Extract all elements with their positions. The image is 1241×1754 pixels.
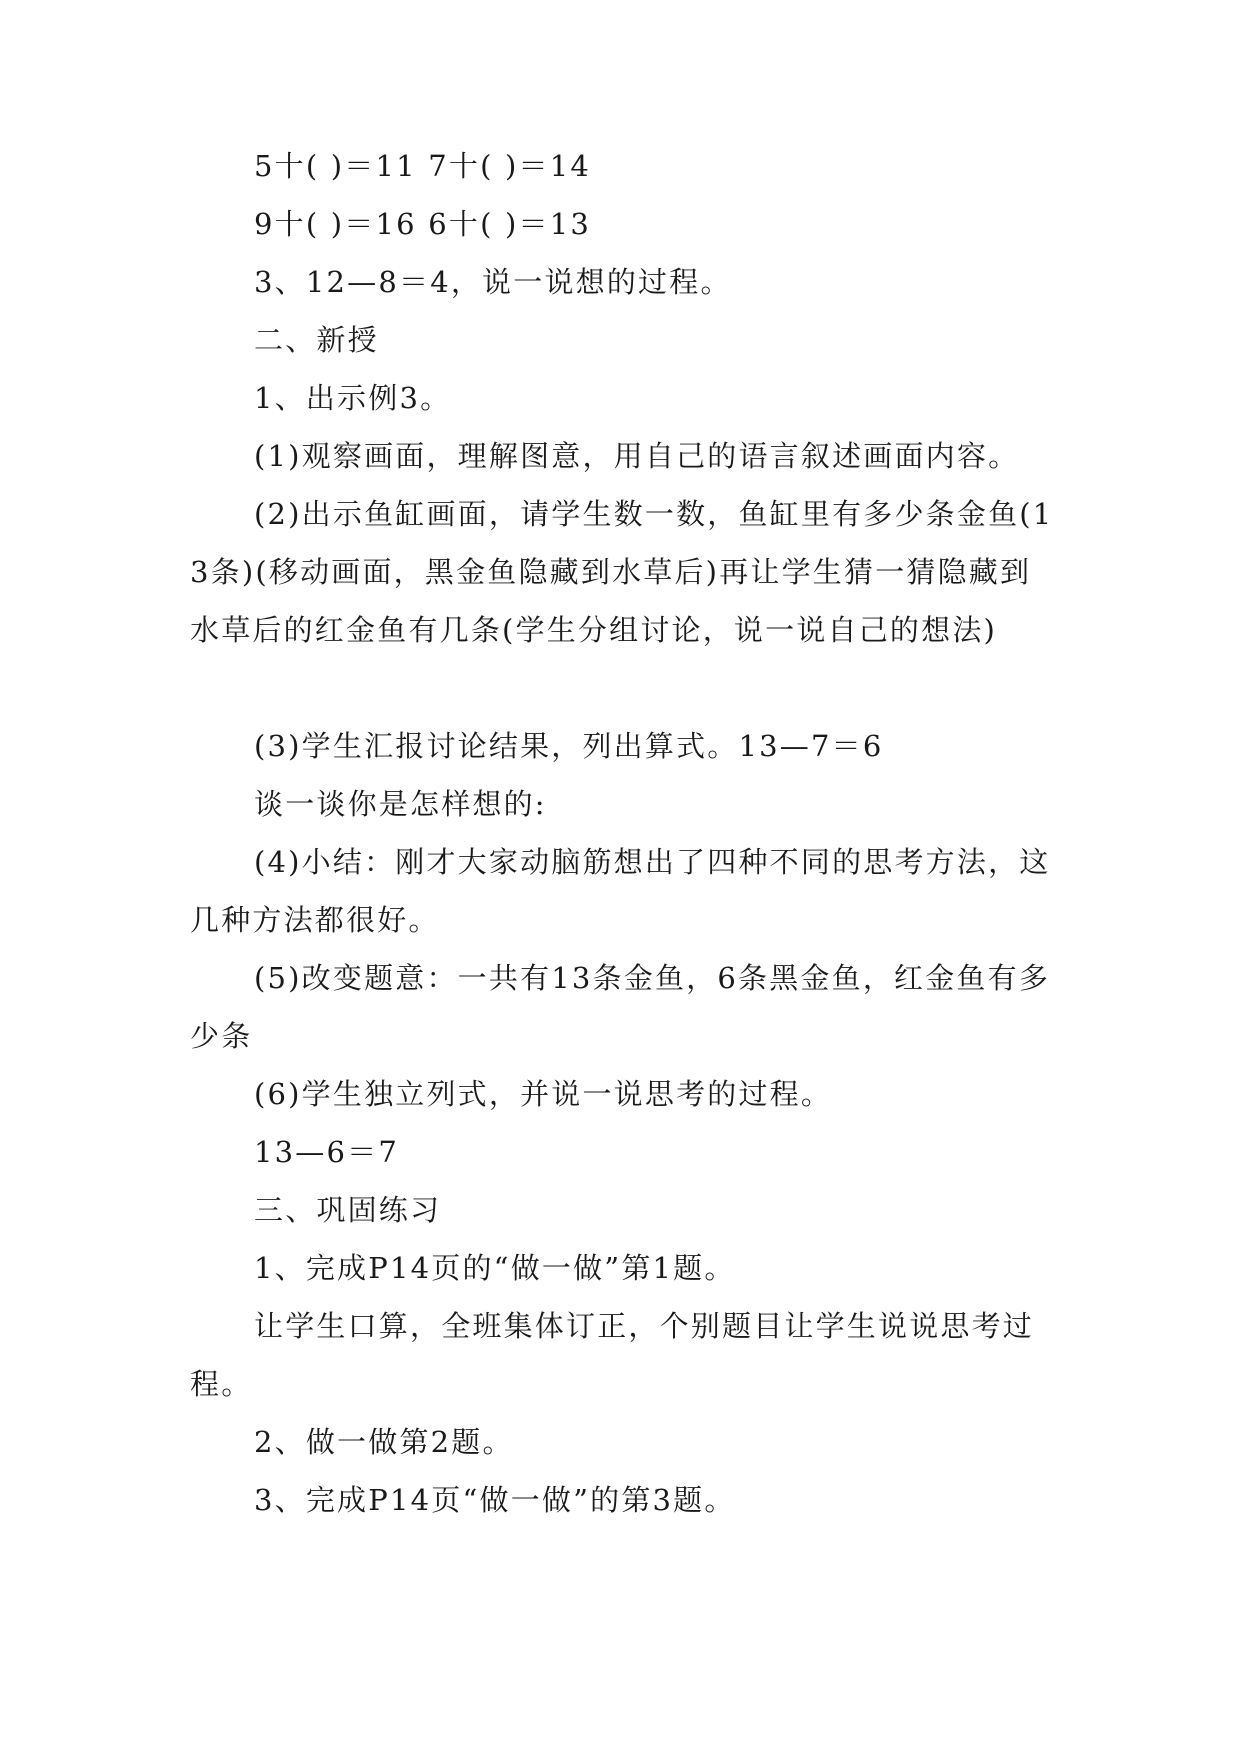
paragraph-item-3: 3、12—8＝4，说一说想的过程。 xyxy=(254,265,732,299)
paragraph-step-4: (4)小结：刚才大家动脑筋想出了四种不同的思考方法，这几种方法都很好。 xyxy=(190,845,1051,937)
section-heading-practice: 三、巩固练习 xyxy=(254,1193,442,1227)
paragraph-step-6: (6)学生独立列式，并说一说思考的过程。 xyxy=(254,1077,833,1111)
paragraph-equation-result: 13—6＝7 xyxy=(254,1135,400,1169)
paragraph-oral-calc: 让学生口算，全班集体订正，个别题目让学生说说思考过程。 xyxy=(190,1309,1035,1401)
paragraph-step-5: (5)改变题意：一共有13条金鱼，6条黑金鱼，红金鱼有多少条 xyxy=(190,961,1051,1053)
paragraph-step-2: (2)出示鱼缸画面，请学生数一数，鱼缸里有多少条金鱼(13条)(移动画面，黑金鱼隐藏到水草后)再让学生猜一猜隐藏到水草后的红金鱼有几条(学生分组讨论，说一说自己的想法) xyxy=(190,497,1054,647)
paragraph-practice-3: 3、完成P14页“做一做”的第3题。 xyxy=(254,1483,736,1517)
paragraph-discuss: 谈一谈你是怎样想的: xyxy=(254,787,547,821)
section-heading-new-lesson: 二、新授 xyxy=(254,323,379,357)
paragraph-equations-2: 9十( )＝16 6十( )＝13 xyxy=(254,207,592,241)
paragraph-practice-2: 2、做一做第2题。 xyxy=(254,1425,514,1459)
paragraph-example-3: 1、出示例3。 xyxy=(254,381,452,415)
paragraph-practice-1: 1、完成P14页的“做一做”第1题。 xyxy=(254,1251,736,1285)
paragraph-step-3: (3)学生汇报讨论结果，列出算式。13—7＝6 xyxy=(254,729,884,763)
paragraph-step-1: (1)观察画面，理解图意，用自己的语言叙述画面内容。 xyxy=(254,439,1020,473)
paragraph-equations-1: 5十( )＝11 7十( )＝14 xyxy=(254,149,592,183)
